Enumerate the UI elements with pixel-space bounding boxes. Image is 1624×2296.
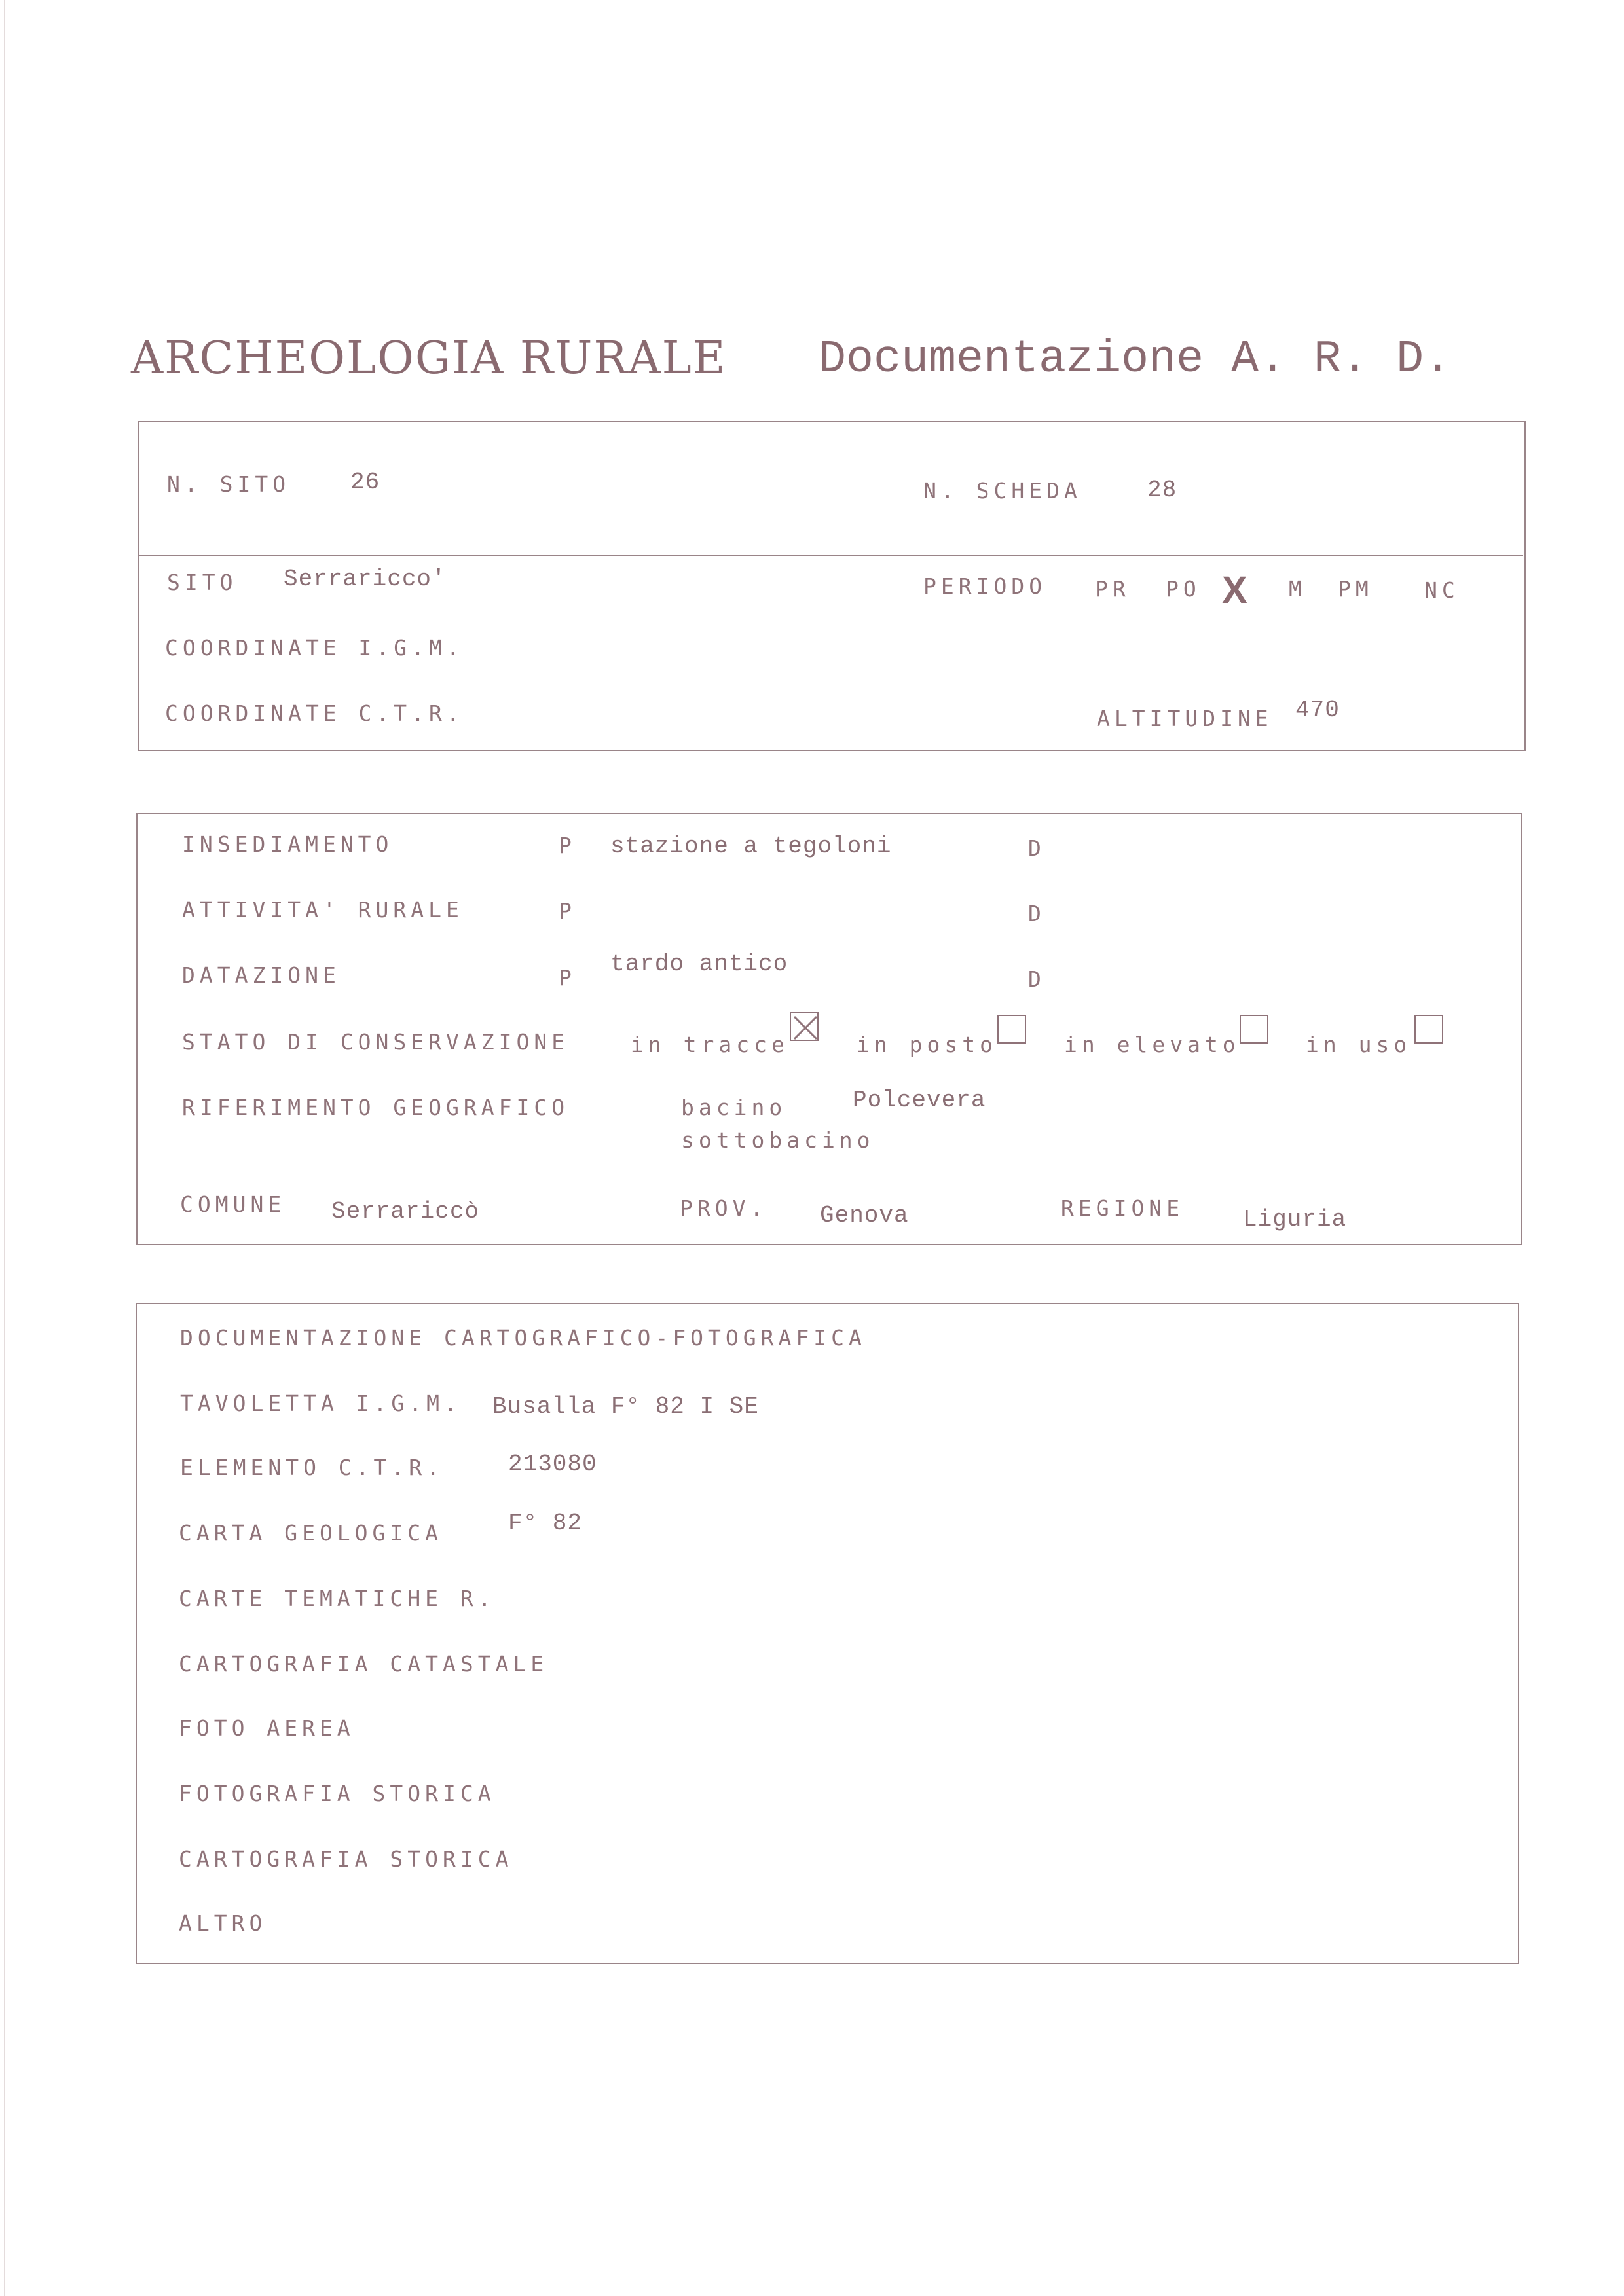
in-posto-checkbox[interactable] (997, 1015, 1026, 1044)
datazione-d: D (1028, 966, 1046, 992)
sottobacino-label: sottobacino (681, 1127, 875, 1153)
foto-aerea-label: FOTO AEREA (179, 1715, 355, 1741)
insediamento-label: INSEDIAMENTO (182, 831, 394, 857)
cartografia-catastale-label: CARTOGRAFIA CATASTALE (179, 1651, 549, 1677)
form-title: ARCHEOLOGIA RURALE (131, 333, 727, 384)
periodo-option-pr[interactable]: PR (1095, 576, 1130, 602)
attivita-d: D (1028, 901, 1046, 926)
section1-divider (138, 555, 1523, 556)
altitudine-label: ALTITUDINE (1097, 706, 1273, 731)
attivita-p: P (559, 898, 576, 924)
tavoletta-igm-label: TAVOLETTA I.G.M. (180, 1391, 462, 1416)
comune-value[interactable]: Serrariccò (331, 1198, 480, 1225)
periodo-x-mark[interactable]: X (1222, 569, 1247, 611)
bacino-value[interactable]: Polcevera (853, 1087, 986, 1114)
stato-option-in-posto-label: in posto (857, 1032, 997, 1057)
periodo-option-m[interactable]: M (1289, 576, 1306, 602)
n-scheda-label: N. SCHEDA (923, 478, 1082, 503)
prov-label: PROV. (680, 1195, 768, 1221)
riferimento-geografico-label: RIFERIMENTO GEOGRAFICO (182, 1095, 570, 1120)
insediamento-p: P (559, 833, 576, 858)
regione-value[interactable]: Liguria (1243, 1206, 1347, 1233)
tavoletta-igm-value[interactable]: Busalla F° 82 I SE (492, 1393, 759, 1420)
carta-geologica-label: CARTA GEOLOGICA (179, 1520, 443, 1546)
altro-label: ALTRO (179, 1910, 267, 1936)
elemento-ctr-label: ELEMENTO C.T.R. (180, 1455, 445, 1480)
prov-value[interactable]: Genova (820, 1202, 909, 1229)
carte-tematiche-label: CARTE TEMATICHE R. (179, 1586, 496, 1611)
page-margin-line (4, 0, 5, 2296)
in-elevato-checkbox[interactable] (1240, 1015, 1268, 1044)
fotografia-storica-label: FOTOGRAFIA STORICA (179, 1781, 496, 1806)
n-sito-label: N. SITO (167, 471, 291, 497)
periodo-option-nc[interactable]: NC (1424, 577, 1460, 603)
n-scheda-value[interactable]: 28 (1147, 477, 1177, 503)
periodo-label: PERIODO (923, 574, 1047, 599)
coordinate-igm-label: COORDINATE I.G.M. (165, 635, 464, 661)
n-sito-value[interactable]: 26 (350, 469, 380, 496)
periodo-option-pm[interactable]: PM (1338, 576, 1373, 602)
insediamento-d: D (1028, 835, 1046, 861)
documentazione-heading: DOCUMENTAZIONE CARTOGRAFICO-FOTOGRAFICA (180, 1325, 866, 1351)
stato-conservazione-label: STATO DI CONSERVAZIONE (182, 1029, 570, 1055)
sito-label: SITO (167, 570, 238, 595)
form-subtitle: Documentazione A. R. D. (819, 334, 1452, 386)
checkbox-x-icon (791, 1013, 820, 1042)
datazione-label: DATAZIONE (182, 962, 341, 988)
in-tracce-checkbox[interactable] (790, 1012, 819, 1041)
sito-value[interactable]: Serraricco' (284, 566, 447, 592)
regione-label: REGIONE (1061, 1195, 1185, 1221)
stato-option-in-tracce-label: in tracce (631, 1032, 789, 1057)
insediamento-value[interactable]: stazione a tegoloni (610, 833, 892, 860)
carta-geologica-value[interactable]: F° 82 (508, 1510, 583, 1537)
stato-option-in-uso-label: in uso (1306, 1032, 1412, 1057)
altitudine-value[interactable]: 470 (1295, 697, 1340, 723)
bacino-label: bacino (681, 1095, 787, 1120)
in-uso-checkbox[interactable] (1414, 1015, 1443, 1044)
coordinate-ctr-label: COORDINATE C.T.R. (165, 701, 464, 726)
datazione-value[interactable]: tardo antico (610, 951, 788, 977)
attivita-rurale-label: ATTIVITA' RURALE (182, 897, 464, 922)
periodo-option-po[interactable]: PO (1166, 576, 1201, 602)
elemento-ctr-value[interactable]: 213080 (508, 1451, 597, 1478)
stato-option-in-elevato-label: in elevato (1064, 1032, 1240, 1057)
cartografia-storica-label: CARTOGRAFIA STORICA (179, 1846, 513, 1872)
comune-label: COMUNE (180, 1192, 286, 1217)
datazione-p: P (559, 965, 576, 991)
